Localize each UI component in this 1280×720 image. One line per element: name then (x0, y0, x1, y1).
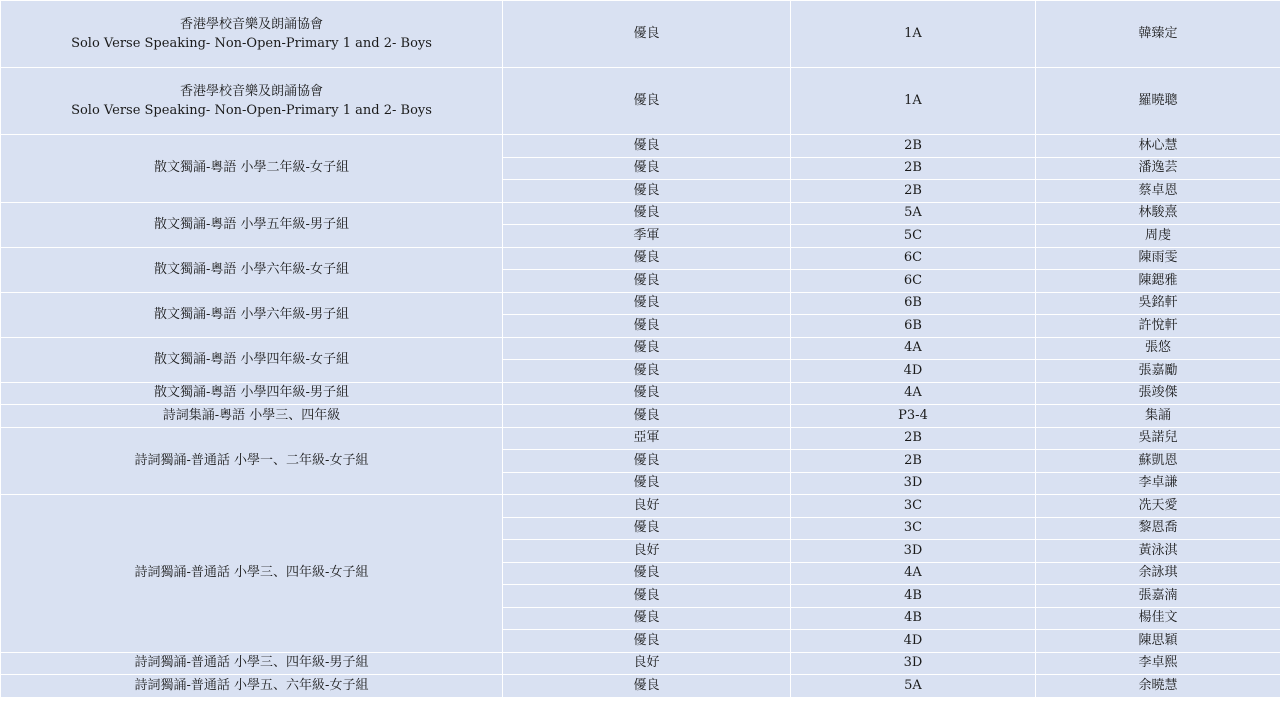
award-cell: 優良 (503, 270, 791, 293)
award-cell: 優良 (503, 292, 791, 315)
class-cell: 1A (791, 1, 1036, 68)
award-cell: 優良 (503, 405, 791, 428)
table-row (1, 405, 1280, 428)
class-cell: 2B (791, 180, 1036, 203)
award-cell: 優良 (503, 585, 791, 608)
class-cell: 6B (791, 315, 1036, 338)
name-cell: 陳雨雯 (1036, 247, 1280, 270)
table-row (1, 1, 1280, 68)
name-cell: 陳鍶雅 (1036, 270, 1280, 293)
event-cell: 詩詞集誦-粵語 小學三、四年級 (1, 405, 503, 428)
award-cell: 季軍 (503, 225, 791, 248)
table-row (1, 68, 1280, 135)
award-cell: 優良 (503, 1, 791, 68)
event-cell: 散文獨誦-粵語 小學六年級-男子組 (1, 292, 503, 337)
table-row (1, 382, 1280, 405)
name-cell: 楊佳文 (1036, 607, 1280, 630)
event-cell: 散文獨誦-粵語 小學四年級-女子組 (1, 337, 503, 382)
class-cell: 6C (791, 247, 1036, 270)
award-cell: 優良 (503, 382, 791, 405)
class-cell: 2B (791, 427, 1036, 450)
class-cell: 6B (791, 292, 1036, 315)
award-cell: 優良 (503, 315, 791, 338)
table-row (1, 495, 1280, 518)
class-cell: 4A (791, 382, 1036, 405)
event-cell: 詩詞獨誦-普通話 小學一、二年級-女子組 (1, 427, 503, 495)
table-row (1, 427, 1280, 450)
award-cell: 優良 (503, 202, 791, 225)
class-cell: 3D (791, 652, 1036, 675)
class-cell: 5C (791, 225, 1036, 248)
event-cell: 散文獨誦-粵語 小學二年級-女子組 (1, 135, 503, 203)
class-cell: 2B (791, 450, 1036, 473)
name-cell: 黎恩喬 (1036, 517, 1280, 540)
table-row (1, 337, 1280, 360)
class-cell: 4D (791, 360, 1036, 383)
name-cell: 許悅軒 (1036, 315, 1280, 338)
name-cell: 余詠琪 (1036, 562, 1280, 585)
event-title-en: Solo Verse Speaking- Non-Open-Primary 1 and 2- Boys (71, 36, 432, 51)
award-cell: 優良 (503, 337, 791, 360)
award-cell: 亞軍 (503, 427, 791, 450)
name-cell: 林駿熹 (1036, 202, 1280, 225)
event-cell: 散文獨誦-粵語 小學四年級-男子組 (1, 382, 503, 405)
class-cell: 3D (791, 472, 1036, 495)
name-cell: 吳銘軒 (1036, 292, 1280, 315)
award-cell: 良好 (503, 495, 791, 518)
table-row (1, 135, 1280, 158)
table-row (1, 202, 1280, 225)
name-cell: 冼天愛 (1036, 495, 1280, 518)
name-cell: 羅曉聰 (1036, 68, 1280, 135)
award-cell: 良好 (503, 652, 791, 675)
table-row (1, 247, 1280, 270)
award-cell: 優良 (503, 562, 791, 585)
award-cell: 優良 (503, 68, 791, 135)
event-title-zh: 香港學校音樂及朗誦協會 (179, 17, 323, 32)
class-cell: P3-4 (791, 405, 1036, 428)
name-cell: 張竣傑 (1036, 382, 1280, 405)
name-cell: 潘逸芸 (1036, 157, 1280, 180)
name-cell: 韓臻定 (1036, 1, 1280, 68)
class-cell: 4A (791, 337, 1036, 360)
class-cell: 4A (791, 562, 1036, 585)
class-cell: 4D (791, 630, 1036, 653)
class-cell: 3D (791, 540, 1036, 563)
event-cell (1, 1, 503, 68)
event-cell: 詩詞獨誦-普通話 小學五、六年級-女子組 (1, 675, 503, 698)
name-cell: 李卓謙 (1036, 472, 1280, 495)
award-cell: 優良 (503, 450, 791, 473)
class-cell: 2B (791, 157, 1036, 180)
event-cell: 散文獨誦-粵語 小學五年級-男子組 (1, 202, 503, 247)
name-cell: 周虔 (1036, 225, 1280, 248)
event-cell: 詩詞獨誦-普通話 小學三、四年級-男子組 (1, 652, 503, 675)
class-cell: 1A (791, 68, 1036, 135)
name-cell: 蔡卓恩 (1036, 180, 1280, 203)
award-cell: 優良 (503, 472, 791, 495)
class-cell: 3C (791, 517, 1036, 540)
event-title-zh: 香港學校音樂及朗誦協會 (179, 84, 323, 99)
class-cell: 2B (791, 135, 1036, 158)
award-cell: 優良 (503, 247, 791, 270)
table-row (1, 675, 1280, 698)
name-cell: 張悠 (1036, 337, 1280, 360)
name-cell: 張嘉勵 (1036, 360, 1280, 383)
award-cell: 優良 (503, 135, 791, 158)
table-row (1, 652, 1280, 675)
name-cell: 陳思穎 (1036, 630, 1280, 653)
name-cell: 余曉慧 (1036, 675, 1280, 698)
name-cell: 集誦 (1036, 405, 1280, 428)
event-title-en: Solo Verse Speaking- Non-Open-Primary 1 and 2- Boys (71, 103, 432, 118)
class-cell: 6C (791, 270, 1036, 293)
award-cell: 優良 (503, 630, 791, 653)
award-cell: 良好 (503, 540, 791, 563)
name-cell: 黃泳淇 (1036, 540, 1280, 563)
award-cell: 優良 (503, 607, 791, 630)
table-row (1, 292, 1280, 315)
award-cell: 優良 (503, 180, 791, 203)
event-cell: 散文獨誦-粵語 小學六年級-女子組 (1, 247, 503, 292)
award-cell: 優良 (503, 675, 791, 698)
class-cell: 3C (791, 495, 1036, 518)
class-cell: 4B (791, 607, 1036, 630)
award-cell: 優良 (503, 157, 791, 180)
class-cell: 5A (791, 675, 1036, 698)
name-cell: 林心慧 (1036, 135, 1280, 158)
award-cell: 優良 (503, 517, 791, 540)
class-cell: 5A (791, 202, 1036, 225)
name-cell: 張嘉湳 (1036, 585, 1280, 608)
award-cell: 優良 (503, 360, 791, 383)
name-cell: 吳諾兒 (1036, 427, 1280, 450)
event-cell: 詩詞獨誦-普通話 小學三、四年級-女子組 (1, 495, 503, 653)
event-cell (1, 68, 503, 135)
class-cell: 4B (791, 585, 1036, 608)
name-cell: 李卓熙 (1036, 652, 1280, 675)
name-cell: 蘇凱恩 (1036, 450, 1280, 473)
